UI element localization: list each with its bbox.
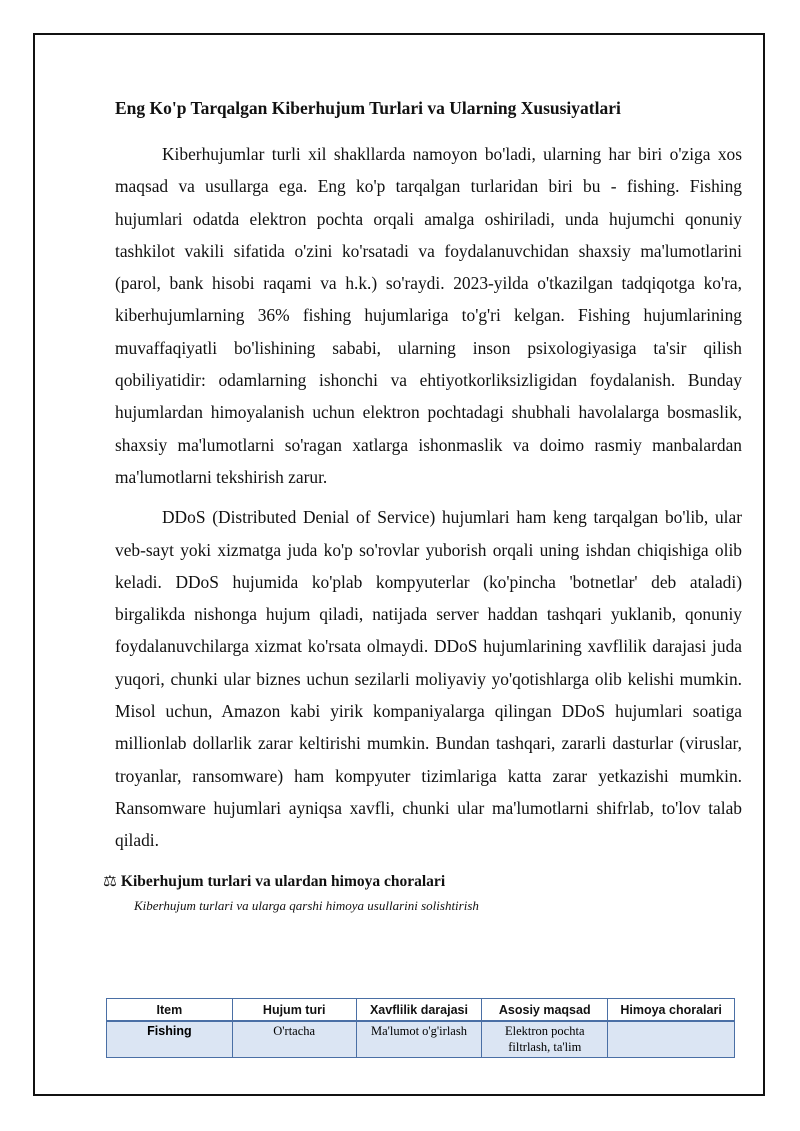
table-cell: Elektron pochta filtrlash, ta'lim: [482, 1021, 608, 1058]
column-header: Hujum turi: [232, 999, 356, 1022]
table-cell: [608, 1021, 735, 1058]
column-header: Item: [107, 999, 233, 1022]
document-body: [103, 96, 742, 915]
table-caption: Kiberhujum turlari va ularga qarshi himoya usullarini solishtirish: [134, 897, 479, 913]
column-header: Himoya choralari: [608, 999, 735, 1022]
table-heading-text: Kiberhujum turlari va ulardan himoya choralari: [120, 872, 446, 890]
paragraph-ddos: DDoS (Distributed Denial of Service) hujumlari ham keng tarqalgan bo'lib, ular veb-sayt yoki xizmatga juda ko'p so'rovlar yuborish orqali uning ishdan chiqishiga olib keladi. DDoS hujumida ko'plab kompyuterlar (ko'pincha 'botnetlar' deb ataladi) birgalikda nishonga hujum qiladi, natijada server haddan tashqari yuklanib, qonuniy foydalanuvchilarga xizmat ko'rsata olmaydi. DDoS hujumlarining xavflilik darajasi juda yuqori, chunki ular biznes uchun sezilarli moliyaviy yo'qotishlarga olib kelishi mumkin. Misol uchun, Amazon kabi yirik kompaniyalarga qilingan DDoS hujumlari soatiga millionlab dollarlik zarar keltirishi mumkin. Bundan tashqari, zararli dasturlar (viruslar, troyanlar, ransomware) ham kompyuter tizimlariga katta zarar yetkazishi mumkin. Ransomware hujumlari ayniqsa xavfli, chunki ular ma'lumotlarni shifrlab, to'lov talab qiladi.: [115, 507, 742, 851]
table-header-row: [107, 999, 735, 1022]
document-title: Eng Ko'p Tarqalgan Kiberhujum Turlari va Ularning Xususiyatlari: [115, 98, 621, 118]
column-header: Xavflilik darajasi: [356, 999, 482, 1022]
table-cell: Fishing: [107, 1021, 233, 1058]
paragraph-fishing: Kiberhujumlar turli xil shakllarda namoyon bo'ladi, ularning har biri o'ziga xos maqsad va usullarga ega. Eng ko'p tarqalgan turlaridan biri bu - fishing. Fishing hujumlari odatda elektron pochta orqali amalga oshiriladi, unda hujumchi qonuniy tashkilot vakili sifatida o'zini ko'rsatadi va foydalanuvchidan shaxsiy ma'lumotlarini (parol, bank hisobi raqami va h.k.) so'raydi. 2023-yilda o'tkazilgan tadqiqotga ko'ra, kiberhujumlarning 36% fishing hujumlariga to'g'ri kelgan. Fishing hujumlarining muvaffaqiyatli bo'lishining sababi, ularning inson psixologiyasiga ta'sir qilish qobiliyatidir: odamlarning ishonchi va ehtiyotkorliksizligidan foydalanish. Bunday hujumlardan himoyalanish uchun elektron pochtadagi shubhali havolalarga bosmaslik, shaxsiy ma'lumotlarni so'ragan xatlarga ishonmaslik va doimo rasmiy manbalardan ma'lumotlarni tekshirish zarur.: [115, 144, 742, 487]
table-heading: [103, 871, 742, 893]
table-cell: O'rtacha: [232, 1021, 356, 1058]
column-header: Asosiy maqsad: [482, 999, 608, 1022]
scales-icon: ⚖: [103, 872, 117, 890]
attack-types-table: [106, 998, 735, 1058]
table-cell: Ma'lumot o'g'irlash: [356, 1021, 482, 1058]
table-row: [107, 1021, 735, 1058]
